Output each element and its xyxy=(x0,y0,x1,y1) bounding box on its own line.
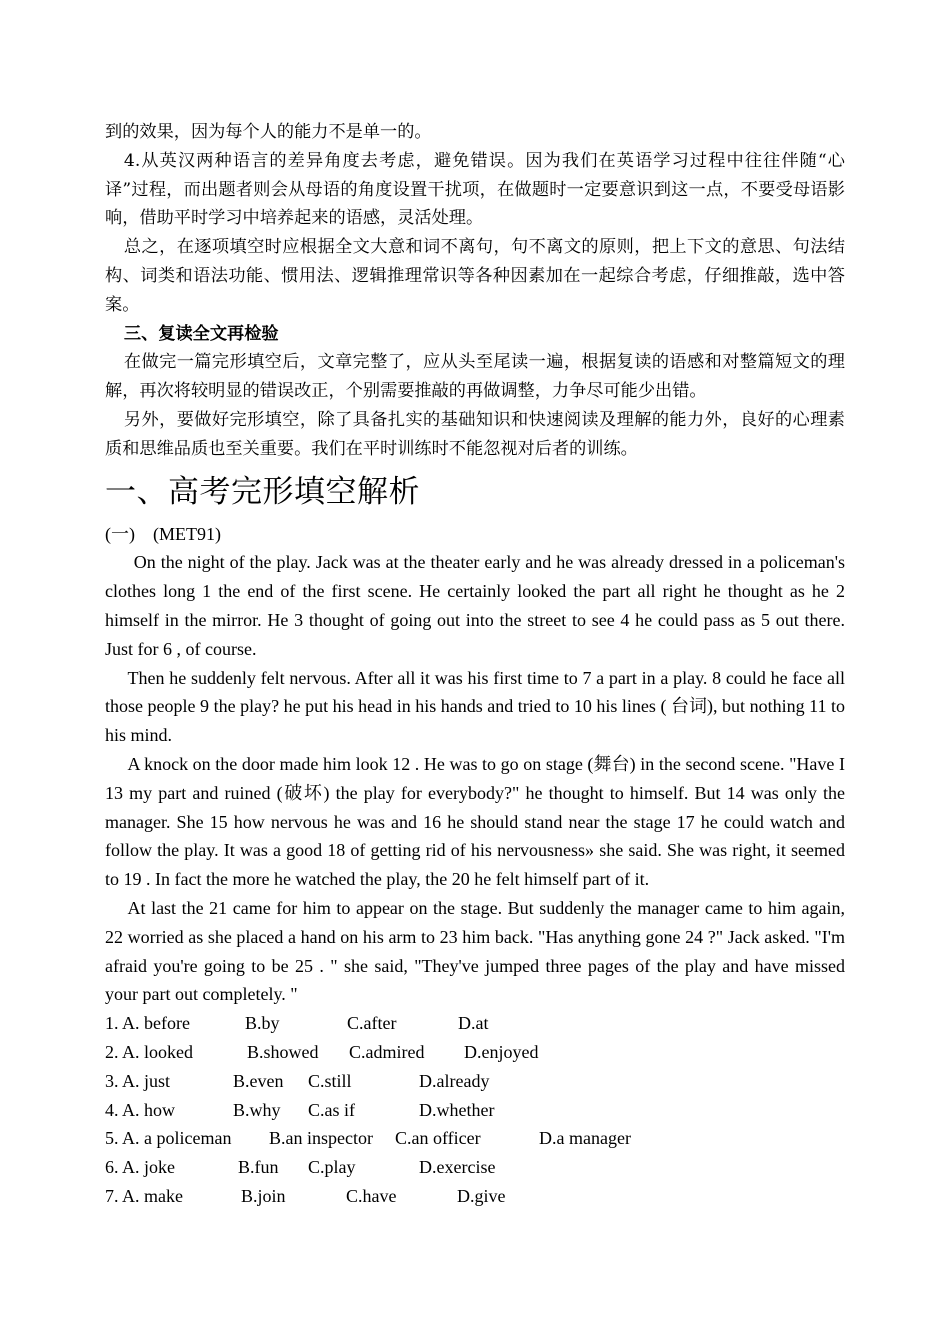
options-list xyxy=(105,1009,845,1211)
document-page xyxy=(105,118,845,1211)
heading-step-3: 三、复读全文再检验 xyxy=(123,323,279,344)
option-b: B.fun xyxy=(238,1157,279,1178)
option-a: 6. A. joke xyxy=(105,1157,175,1178)
paragraph-summary: 总之，在逐项填空时应根据全文大意和词不离句，句不离文的原则，把上下文的意思、句法结构、词类和语法功能、惯用法、逻辑推理常识等各种因素加在一起综合考虑，仔细推敲，选中答案。 xyxy=(105,237,845,315)
passage-paragraph: On the night of the play. Jack was at the theater early and he was already dressed in a policeman's clothes long 1 the end of the first scene. He certainly looked the part all right he thought as he 2 himself in the mirror. He 3 thought of going out into the street to see 4 he could pass as 5 out there. Just for 6 , of course. xyxy=(105,552,845,659)
option-c: C.an officer xyxy=(395,1128,481,1149)
paragraph-review: 在做完一篇完形填空后，文章完整了，应从头至尾读一遍，根据复读的语感和对整篇短文的理解，再次将较明显的错误改正，个别需要推敲的再做调整，力争尽可能少出错。 xyxy=(105,352,845,402)
option-a: 2. A. looked xyxy=(105,1041,193,1062)
paragraph-tip-4: 4.从英汉两种语言的差异角度去考虑，避免错误。因为我们在英语学习过程中往往伴随“心译”过程，而出题者则会从母语的角度设置干扰项，在做题时一定要意识到这一点，不要受母语影响，借助平时学习中培养起来的语感，灵活处理。 xyxy=(105,150,845,229)
paragraph-additional: 另外，要做好完形填空，除了具备扎实的基础知识和快速阅读及理解的能力外，良好的心理素质和思维品质也至关重要。我们在平时训练时不能忽视对后者的训练。 xyxy=(105,409,845,459)
option-row xyxy=(105,1067,845,1096)
option-c: C.have xyxy=(346,1185,397,1206)
option-row xyxy=(105,1124,845,1153)
option-b: B.even xyxy=(233,1070,284,1091)
option-c: C.play xyxy=(308,1157,356,1178)
paragraph-continued: 到的效果，因为每个人的能力不是单一的。 xyxy=(105,122,432,142)
option-row xyxy=(105,1096,845,1125)
option-d: D.at xyxy=(458,1013,489,1034)
option-row xyxy=(105,1153,845,1182)
option-row xyxy=(105,1182,845,1211)
section-title: 一、高考完形填空解析 xyxy=(105,473,420,510)
option-d: D.already xyxy=(419,1070,490,1091)
passage-label: (一) (MET91) xyxy=(105,523,221,544)
option-c: C.admired xyxy=(349,1041,425,1062)
option-a: 3. A. just xyxy=(105,1070,171,1091)
option-b: B.by xyxy=(245,1013,280,1034)
option-d: D.whether xyxy=(419,1099,495,1120)
option-row xyxy=(105,1009,845,1038)
option-c: C.after xyxy=(347,1013,397,1034)
option-a: 5. A. a policeman xyxy=(105,1128,232,1149)
option-c: C.still xyxy=(308,1070,352,1091)
option-row xyxy=(105,1038,845,1067)
option-b: B.why xyxy=(233,1099,281,1120)
option-a: 4. A. how xyxy=(105,1099,176,1120)
option-b: B.showed xyxy=(247,1041,319,1062)
option-d: D.enjoyed xyxy=(464,1041,539,1062)
option-a: 7. A. make xyxy=(105,1185,183,1206)
option-b: B.an inspector xyxy=(269,1128,373,1149)
passage-paragraph: At last the 21 came for him to appear on the stage. But suddenly the manager came to him again, 22 worried as she placed a hand on his arm to 23 him back. "Has anything gone 24 ?" Jack asked. "I'm afraid you're going to be 25 . " she said, "They've jumped three pages of the play and have missed your part out completely. " xyxy=(105,897,845,1005)
passage-paragraph: Then he suddenly felt nervous. After all it was his first time to 7 a part in a play. 8 could he face all those people 9 the play? he put his head in his hands and tried to 10 his lines ( 台词), but nothing 11 to his mind. xyxy=(105,667,845,746)
option-b: B.join xyxy=(241,1185,286,1206)
option-a: 1. A. before xyxy=(105,1013,190,1034)
option-d: D.a manager xyxy=(539,1128,631,1149)
passage-paragraph: A knock on the door made him look 12 . He was to go on stage (舞台) in the second scene. "Have I 13 my part and ruined (破坏) the play for everybody?" he thought to himself. But 14 was only the manager. She 15 how nervous he was and 16 he should stand near the stage 17 he could watch and follow the play. It was a good 18 of getting rid of his nervousness» she said. She was right, it seemed to 19 . In fact the more he watched the play, the 20 he felt himself part of it. xyxy=(105,753,845,890)
option-d: D.exercise xyxy=(419,1157,496,1178)
option-d: D.give xyxy=(457,1185,506,1206)
option-c: C.as if xyxy=(308,1099,355,1120)
